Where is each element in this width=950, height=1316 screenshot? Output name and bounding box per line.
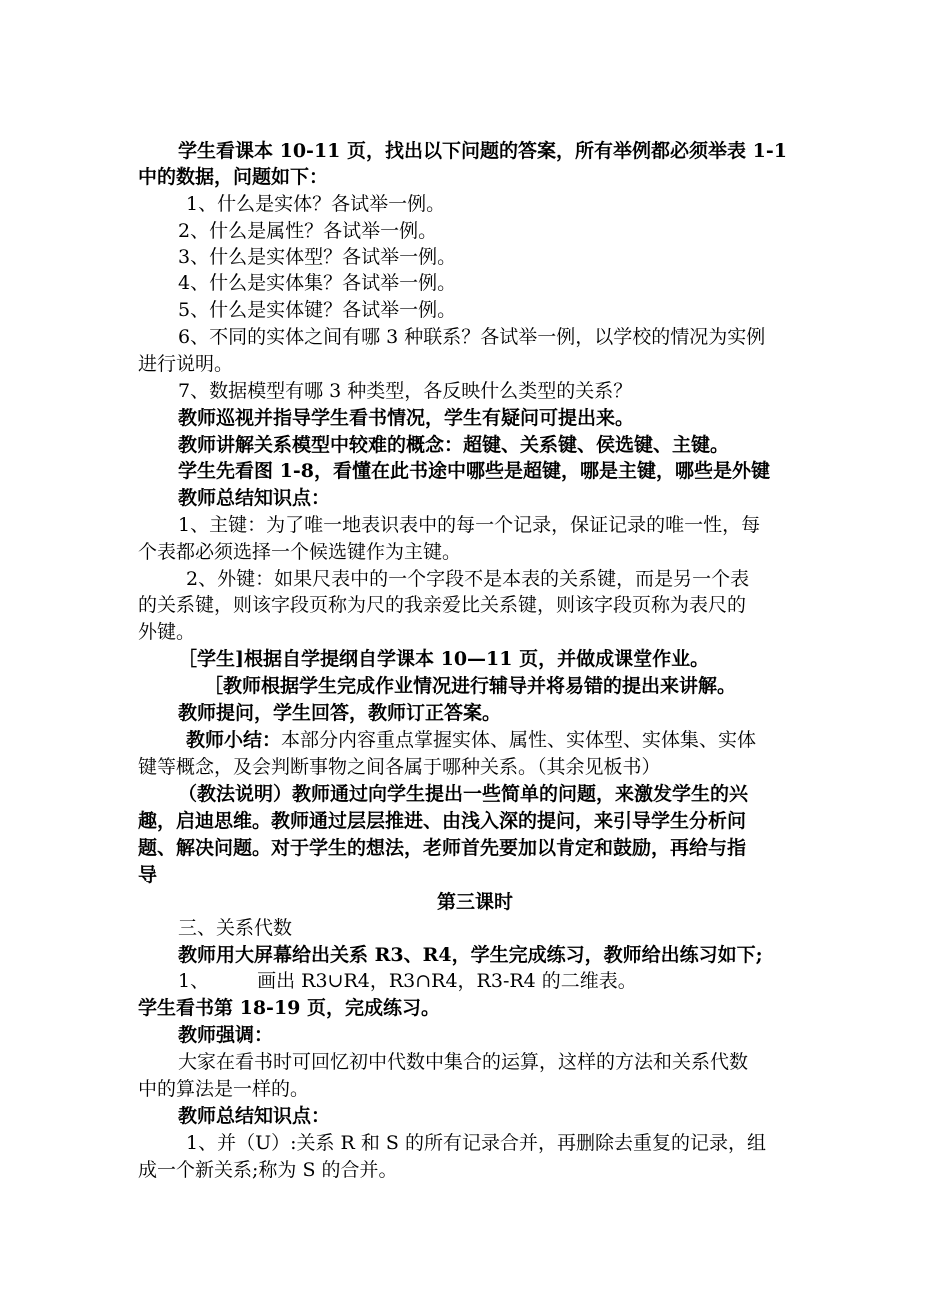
text-line: （教法说明）教师通过向学生提出一些简单的问题，来激发学生的兴 xyxy=(178,783,749,805)
text-line xyxy=(186,727,756,753)
text-line: ［学生]根据自学提纲自学课本 10—11 页，并做成课堂作业。 xyxy=(178,648,710,670)
text-line: 教师总结知识点： xyxy=(178,1105,331,1127)
summary-text: 本部分内容重点掌握实体、属性、实体型、实体集、实体 xyxy=(281,729,757,751)
text-line: 键等概念，及会判断事物之间各属于哪种关系。（其余见板书） xyxy=(138,756,661,778)
text-line: 教师讲解关系模型中较难的概念：超键、关系键、侯选键、主键。 xyxy=(178,434,730,456)
text-line: 题、解决问题。对于学生的想法，老师首先要加以肯定和鼓励，再给与指 xyxy=(138,837,747,859)
text-line xyxy=(178,968,637,994)
text-line: 5、什么是实体键？各试举一例。 xyxy=(178,299,457,321)
text-line: 2、什么是属性？各试举一例。 xyxy=(178,220,438,242)
text-line: 学生看课本 10-11 页，找出以下问题的答案，所有举例都必须举表 1-1 xyxy=(178,140,787,162)
list-text: 画出 R3∪R4，R3∩R4，R3-R4 的二维表。 xyxy=(257,970,637,992)
text-line: 趣，启迪思维。教师通过层层推进、由浅入深的提问，来引导学生分析问 xyxy=(138,810,747,832)
text-line: 中的数据，问题如下： xyxy=(138,166,329,188)
text-line: 学生看书第 18-19 页，完成练习。 xyxy=(138,997,440,1019)
text-line: 学生先看图 1-8，看懂在此书途中哪些是超键，哪是主键，哪些是外键 xyxy=(178,460,770,482)
text-line: 1、主键：为了唯一地表识表中的每一个记录，保证记录的唯一性，每 xyxy=(178,514,761,536)
text-line: 的关系键，则该字段页称为尺的我亲爱比关系键，则该字段页称为表尺的 xyxy=(138,594,747,616)
list-number: 1、 xyxy=(178,970,210,992)
text-line: 教师用大屏幕给出关系 R3、R4，学生完成练习，教师给出练习如下; xyxy=(178,944,763,966)
text-line: 教师提问，学生回答，教师订正答案。 xyxy=(178,702,502,724)
text-line: 个表都必须选择一个候选键作为主键。 xyxy=(138,541,462,563)
text-line: 进行说明。 xyxy=(138,353,234,375)
text-line: 导 xyxy=(138,864,158,886)
text-line: 4、什么是实体集？各试举一例。 xyxy=(178,272,457,294)
summary-label: 教师小结： xyxy=(186,729,282,751)
text-line: 外键。 xyxy=(138,621,196,643)
section-title: 第三课时 xyxy=(436,891,513,913)
text-line: 教师总结知识点： xyxy=(178,487,331,509)
text-line: 三、关系代数 xyxy=(178,917,293,939)
text-line: 3、什么是实体型？各试举一例。 xyxy=(178,246,457,268)
text-line: 教师强调： xyxy=(178,1024,274,1046)
text-line: 大家在看书时可回忆初中代数中集合的运算，这样的方法和关系代数 xyxy=(178,1051,749,1073)
text-line: 1、什么是实体？各试举一例。 xyxy=(186,193,446,215)
text-line: 1、并（U）:关系 R 和 S 的所有记录合并，再删除去重复的记录，组 xyxy=(186,1132,766,1154)
text-line: 2、外键：如果尺表中的一个字段不是本表的关系键，而是另一个表 xyxy=(186,568,750,590)
text-line: 教师巡视并指导学生看书情况，学生有疑问可提出来。 xyxy=(178,407,635,429)
text-line: ［教师根据学生完成作业情况进行辅导并将易错的提出来讲解。 xyxy=(204,675,737,697)
text-line: 中的算法是一样的。 xyxy=(138,1078,310,1100)
text-line: 7、数据模型有哪 3 种类型，各反映什么类型的关系？ xyxy=(178,380,633,402)
text-line: 成一个新关系;称为 S 的合并。 xyxy=(138,1159,398,1181)
text-line: 6、不同的实体之间有哪 3 种联系？各试举一例，以学校的情况为实例 xyxy=(178,326,766,348)
